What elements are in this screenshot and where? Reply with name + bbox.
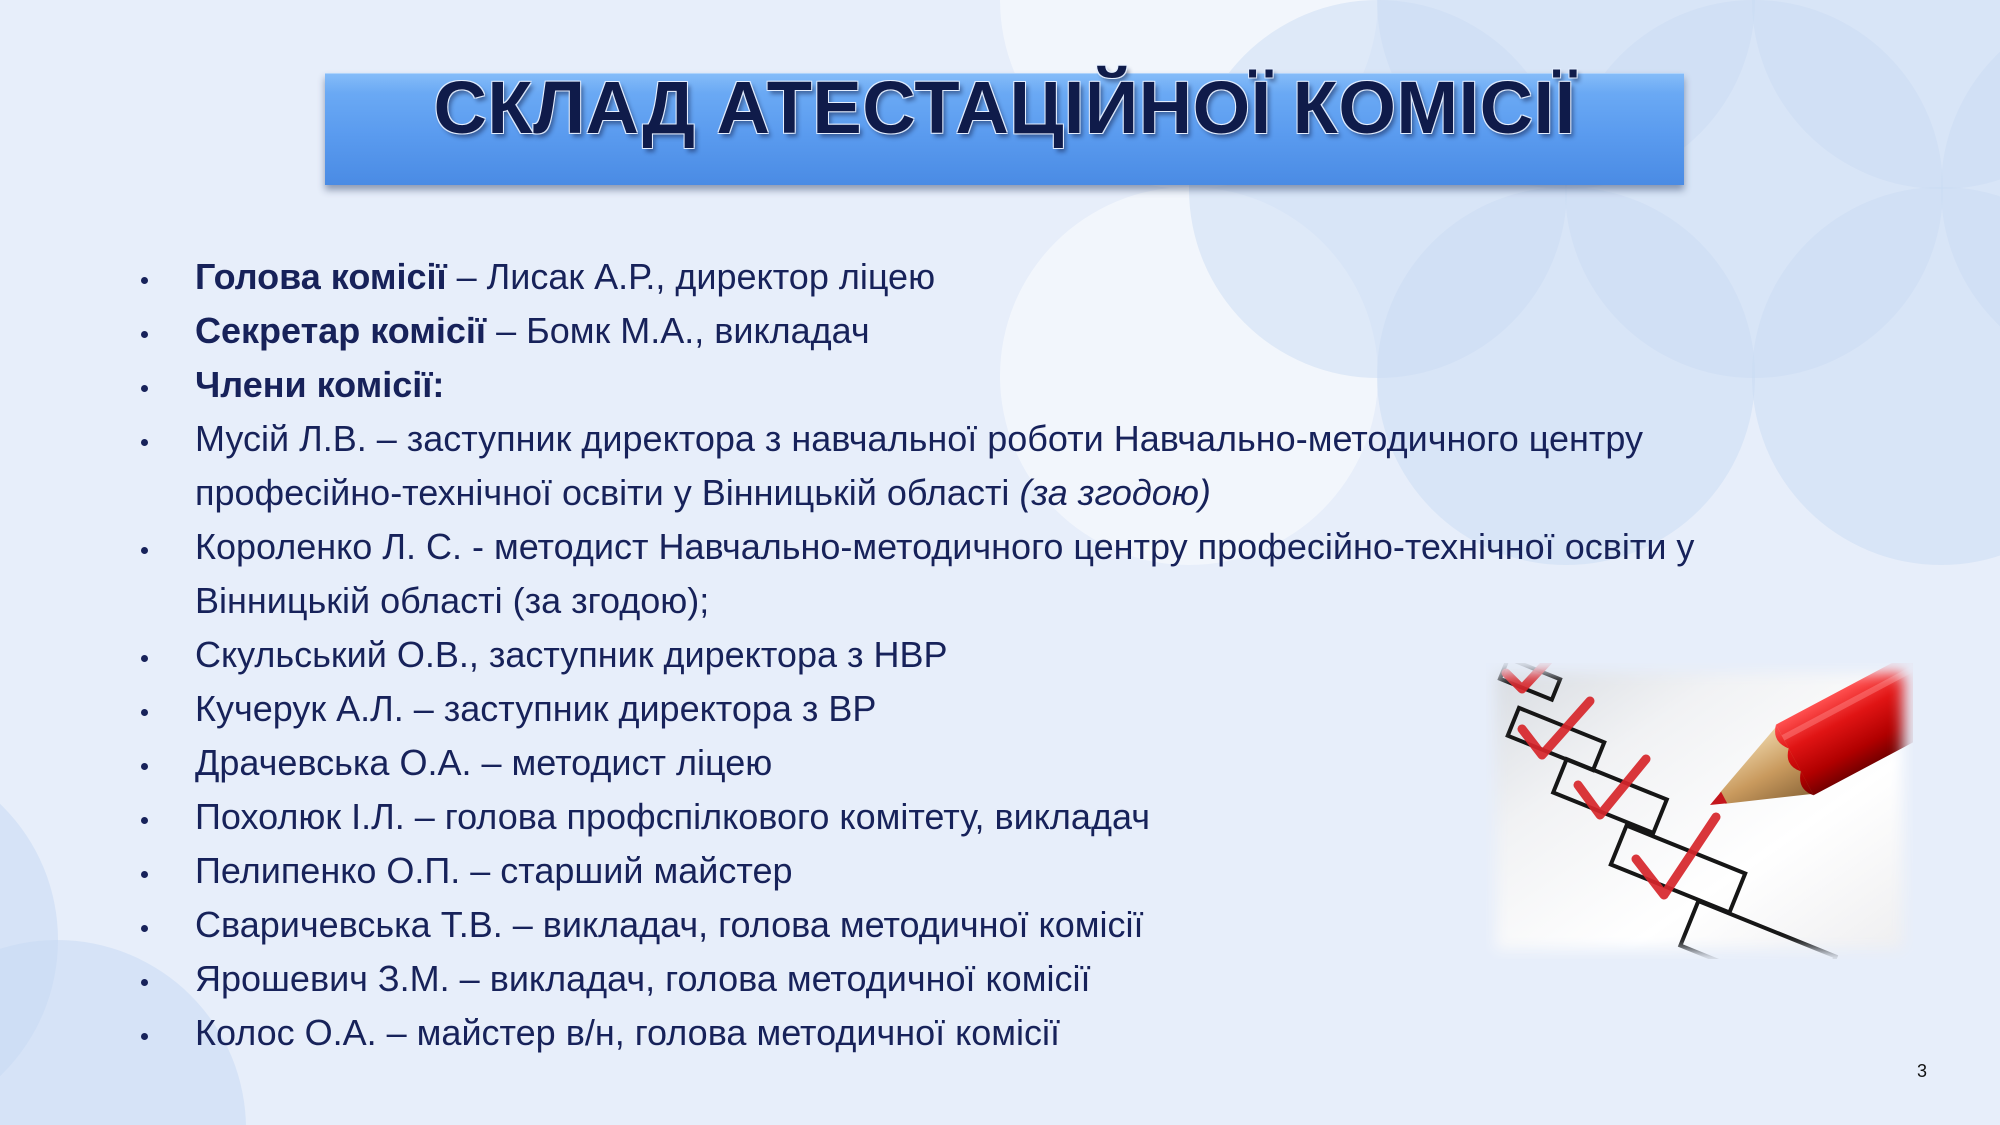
bullet-icon [141, 979, 148, 986]
slide-title: СКЛАД АТЕСТАЦІЙНОЇ КОМІСІЇ [433, 66, 1576, 149]
bullet-icon [141, 871, 148, 878]
list-item [140, 412, 1835, 520]
list-item [140, 250, 1835, 304]
bullet-icon [141, 925, 148, 932]
list-item [140, 1006, 1835, 1060]
item-text: – Бомк М.А., викладач [496, 310, 870, 351]
list-item [140, 358, 1835, 412]
item-text: Короленко Л. С. - методист Навчально-методичного центру професійно-технічної освіти у Вінницькій області (за згодою); [195, 526, 1695, 621]
item-text: Пелипенко О.П. – старший майстер [195, 850, 793, 891]
item-text: Похолюк І.Л. – голова профспілкового комітету, викладач [195, 796, 1150, 837]
title-banner [325, 66, 1684, 185]
item-label: Голова комісії [195, 256, 447, 297]
item-text: Драчевська О.А. – методист ліцею [195, 742, 773, 783]
bullet-icon [141, 547, 148, 554]
item-text: Сваричевська Т.В. – викладач, голова методичної комісії [195, 904, 1144, 945]
item-text: Колос О.А. – майстер в/н, голова методичної комісії [195, 1012, 1061, 1053]
bullet-icon [141, 331, 148, 338]
item-text: Мусій Л.В. – заступник директора з навчальної роботи Навчально-методичного центру професійно-технічної освіти у Вінницькій області [195, 418, 1643, 513]
bullet-icon [141, 1033, 148, 1040]
item-note: (за згодою) [1019, 472, 1211, 513]
list-item [140, 304, 1835, 358]
checklist-pencil-icon [1486, 663, 1913, 959]
checklist-illustration [1486, 663, 1913, 959]
bullet-icon [141, 277, 148, 284]
bullet-icon [141, 385, 148, 392]
item-text: Кучерук А.Л. – заступник директора з ВР [195, 688, 877, 729]
list-item [140, 952, 1835, 1006]
item-text: Скульський О.В., заступник директора з НВР [195, 634, 948, 675]
bullet-icon [141, 709, 148, 716]
bullet-icon [141, 763, 148, 770]
bullet-icon [141, 439, 148, 446]
page-number: 3 [1916, 1061, 1927, 1081]
item-text: – Лисак А.Р., директор ліцею [456, 256, 936, 297]
item-label: Секретар комісії [195, 310, 487, 351]
bullet-icon [141, 655, 148, 662]
item-text: Ярошевич З.М. – викладач, голова методичної комісії [195, 958, 1091, 999]
list-item [140, 520, 1835, 628]
bullet-icon [141, 817, 148, 824]
item-label: Члени комісії: [195, 364, 445, 405]
